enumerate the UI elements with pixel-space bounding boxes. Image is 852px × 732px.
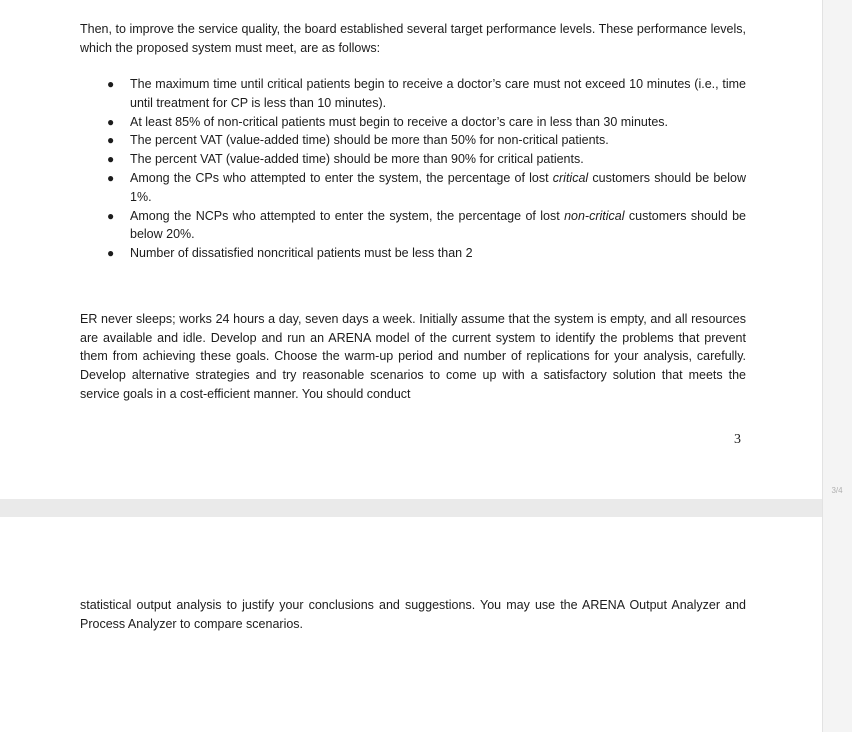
bullet-emphasis: critical (552, 170, 589, 185)
bullet-dot-icon: ● (107, 208, 115, 223)
bullet-dot-icon: ● (107, 152, 115, 167)
bullet-dot-icon: ● (107, 246, 115, 261)
bullet-item (107, 113, 746, 132)
bullet-text: The percent VAT (value-added time) should be more than 50% for non-critical patients. (130, 133, 609, 148)
bullet-text: customers should be below 20%. (130, 208, 747, 242)
scrollbar[interactable] (822, 0, 852, 732)
bullet-item (107, 150, 746, 169)
bullet-dot-icon: ● (107, 77, 115, 91)
bullet-dot-icon: ● (107, 170, 115, 185)
bullet-item (107, 244, 746, 263)
bullet-text: At least 85% of non-critical patients must begin to receive a doctor’s care in less than 30 minutes. (130, 114, 669, 129)
statistical-analysis-paragraph: statistical output analysis to justify your conclusions and suggestions. You may use the ARENA Output Analyzer and Process Analyzer to compare scenarios. (80, 598, 746, 631)
bullet-item (107, 207, 747, 245)
page-indicator: 3/4 (831, 486, 843, 495)
bullet-dot-icon: ● (107, 133, 115, 148)
bullet-dot-icon: ● (107, 114, 115, 129)
bullet-item (107, 169, 747, 207)
bullet-text: The maximum time until critical patients begin to receive a doctor’s care must not exceed 10 minutes (i.e., time until treatment for CP is less than 10 minutes). (130, 77, 746, 110)
performance-targets-list (107, 75, 747, 263)
bullet-text: Among the CPs who attempted to enter the system, the percentage of lost (130, 170, 553, 185)
page-number: 3 (734, 432, 741, 447)
bullet-emphasis: non-critical (564, 208, 625, 223)
bullet-text: customers should be below 1%. (130, 170, 747, 204)
bullet-text: Number of dissatisfied noncritical patients must be less than 2 (130, 246, 473, 261)
er-paragraph: ER never sleeps; works 24 hours a day, seven days a week. Initially assume that the system is empty, and all resources are available and idle. Develop and run an ARENA model of the current system to identify the problems that prevent them from achieving these goals. Choose the warm-up period and number of replications for your analysis, carefully. Develop alternative strategies and try reasonable scenarios to come up with a satisfactory solution that meets the service goals in a cost-efficient manner. You should conduct (80, 312, 746, 401)
bullet-text: The percent VAT (value-added time) should be more than 90% for critical patients. (130, 152, 584, 167)
intro-paragraph: Then, to improve the service quality, the board established several target performance levels. These performance levels, which the proposed system must meet, are as follows: (80, 22, 746, 55)
bullet-item (107, 75, 746, 113)
bullet-item (107, 131, 746, 150)
bullet-text: Among the NCPs who attempted to enter the system, the percentage of lost (130, 208, 565, 223)
